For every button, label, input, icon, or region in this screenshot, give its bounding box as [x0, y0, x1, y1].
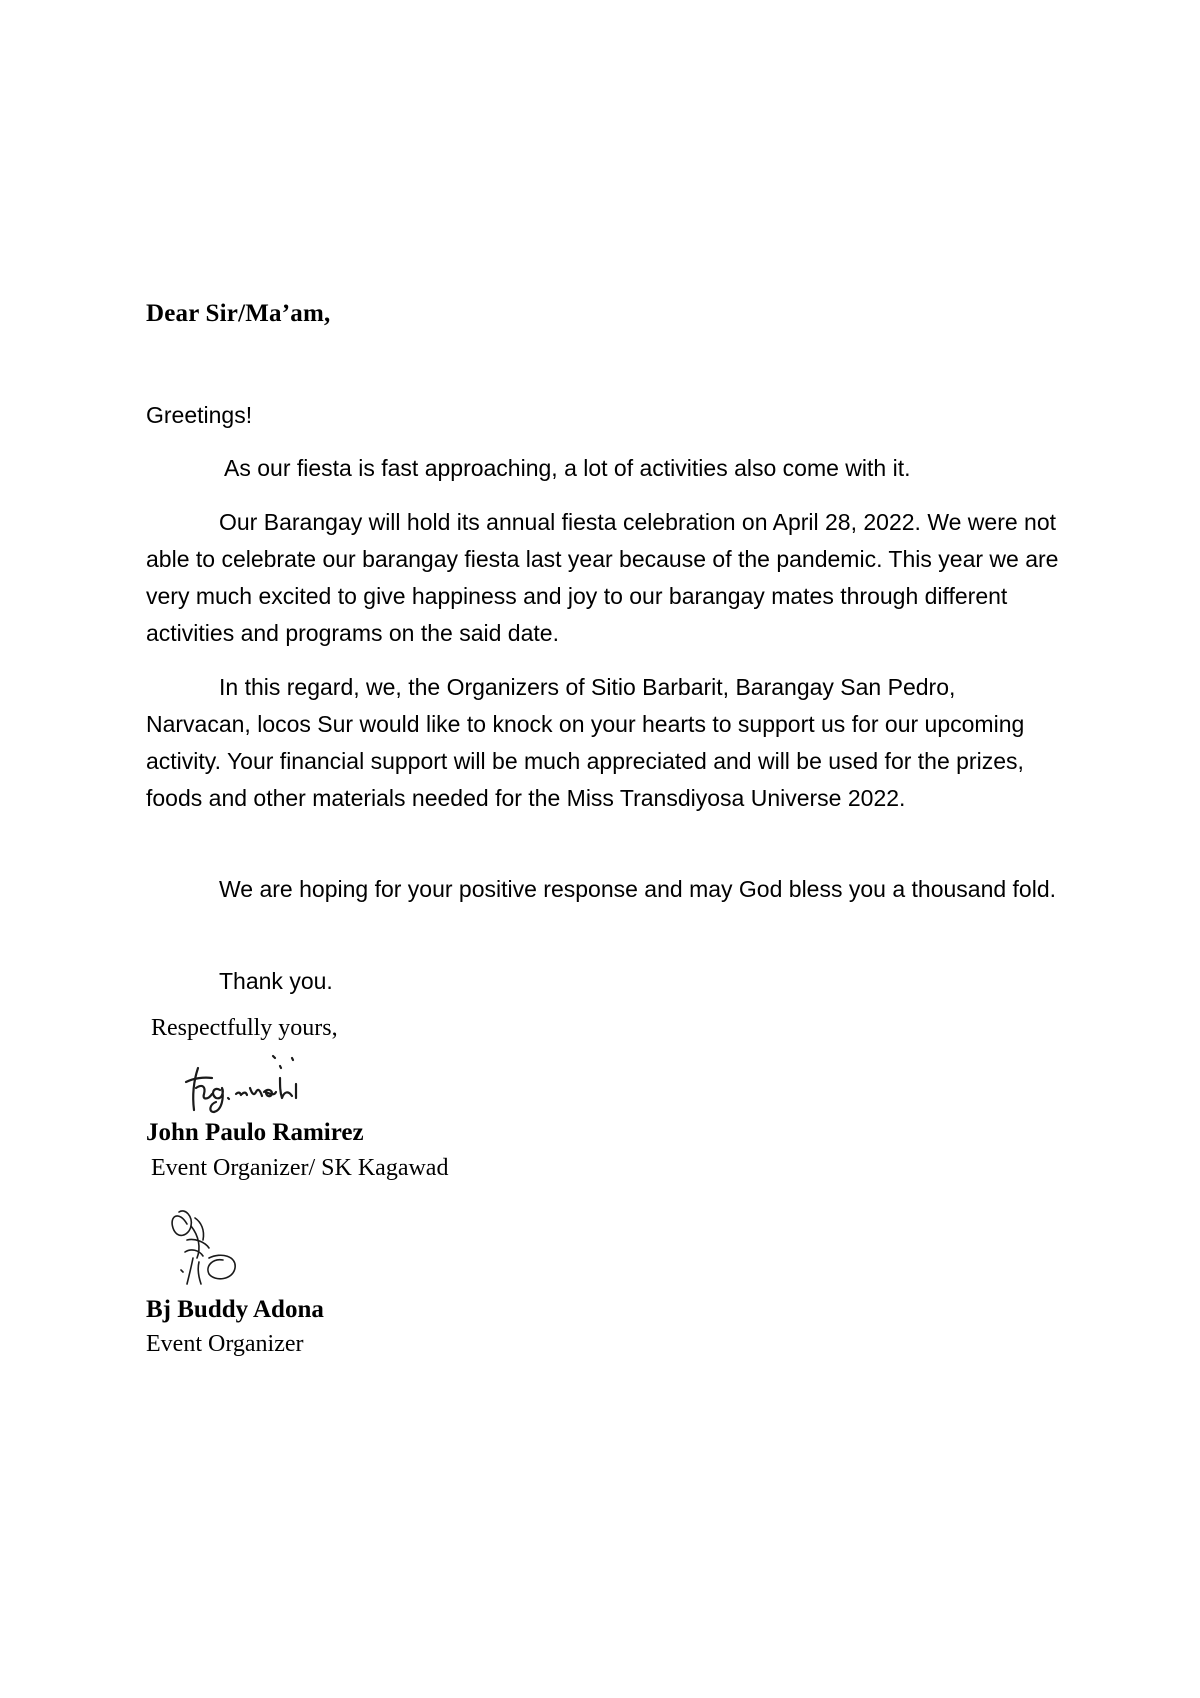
signature-adona [165, 1200, 260, 1298]
paragraph-intro: As our fiesta is fast approaching, a lot of activities also come with it. [224, 455, 911, 481]
paragraph-thanks: Thank you. [219, 968, 333, 994]
salutation: Dear Sir/Ma’am, [146, 300, 331, 327]
paragraph-hope: We are hoping for your positive response and may God bless you a thousand fold. [219, 876, 1057, 902]
paragraph-request: In this regard, we, the Organizers of Sitio Barbarit, Barangay San Pedro, Narvacan, locos Sur would like to knock on your hearts to support us for our upcoming activity. Your financial support will be much appreciated and will be used for the prizes, foods and other materials needed for the Miss Transdiyosa Universe 2022. [146, 674, 1025, 811]
signatory-role: Event Organizer [146, 1331, 304, 1357]
signature-ramirez [180, 1048, 325, 1118]
greeting: Greetings! [146, 402, 253, 428]
closing: Respectfully yours, [151, 1015, 338, 1041]
signatory-name: John Paulo Ramirez [146, 1119, 364, 1146]
paragraph-celebration: Our Barangay will hold its annual fiesta celebration on April 28, 2022. We were not able to celebrate our barangay fiesta last year because of the pandemic. This year we are very much excited to give happiness and joy to our barangay mates through different activities and programs on the said date. [146, 509, 1059, 646]
signatory-role: Event Organizer/ SK Kagawad [151, 1155, 449, 1181]
signatory-name: Bj Buddy Adona [146, 1296, 324, 1323]
